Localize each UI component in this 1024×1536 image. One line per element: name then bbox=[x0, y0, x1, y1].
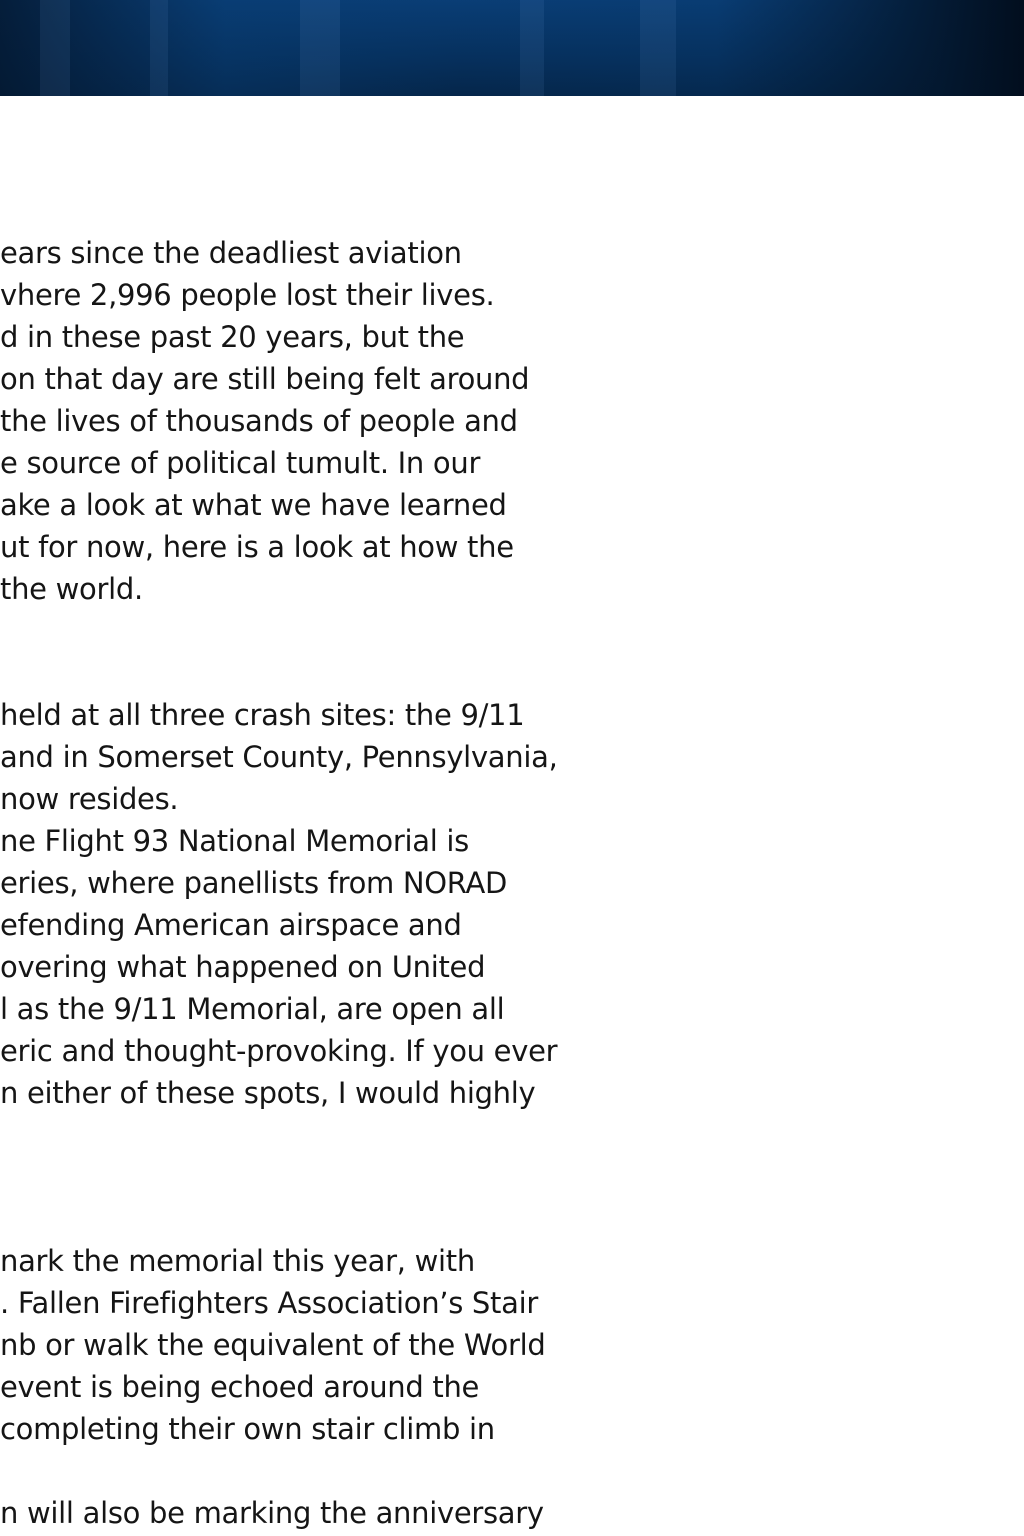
text-line: nb or walk the equivalent of the World bbox=[0, 1328, 546, 1362]
text-line: . Fallen Firefighters Association’s Stair bbox=[0, 1286, 538, 1320]
text-line: nark the memorial this year, with bbox=[0, 1244, 475, 1278]
text-line: vhere 2,996 people lost their lives. bbox=[0, 278, 495, 312]
text-line: n either of these spots, I would highly bbox=[0, 1076, 536, 1110]
text-line: d in these past 20 years, but the bbox=[0, 320, 465, 354]
text-line: eries, where panellists from NORAD bbox=[0, 866, 508, 900]
text-line: the world. bbox=[0, 572, 143, 606]
text-line: e source of political tumult. In our bbox=[0, 446, 481, 480]
text-line: event is being echoed around the bbox=[0, 1370, 480, 1404]
text-line: held at all three crash sites: the 9/11 bbox=[0, 698, 525, 732]
text-line: overing what happened on United bbox=[0, 950, 486, 984]
text-line: ake a look at what we have learned bbox=[0, 488, 507, 522]
text-line: efending American airspace and bbox=[0, 908, 462, 942]
text-line: ut for now, here is a look at how the bbox=[0, 530, 514, 564]
text-line: the lives of thousands of people and bbox=[0, 404, 518, 438]
text-line: l as the 9/11 Memorial, are open all bbox=[0, 992, 505, 1026]
text-line: ears since the deadliest aviation bbox=[0, 236, 462, 270]
text-line: ne Flight 93 National Memorial is bbox=[0, 824, 469, 858]
text-line: n will also be marking the anniversary bbox=[0, 1496, 544, 1530]
text-line: on that day are still being felt around bbox=[0, 362, 530, 396]
text-line: now resides. bbox=[0, 782, 179, 816]
text-line: and in Somerset County, Pennsylvania, bbox=[0, 740, 558, 774]
text-line: completing their own stair climb in bbox=[0, 1412, 495, 1446]
text-line: eric and thought-provoking. If you ever bbox=[0, 1034, 558, 1068]
